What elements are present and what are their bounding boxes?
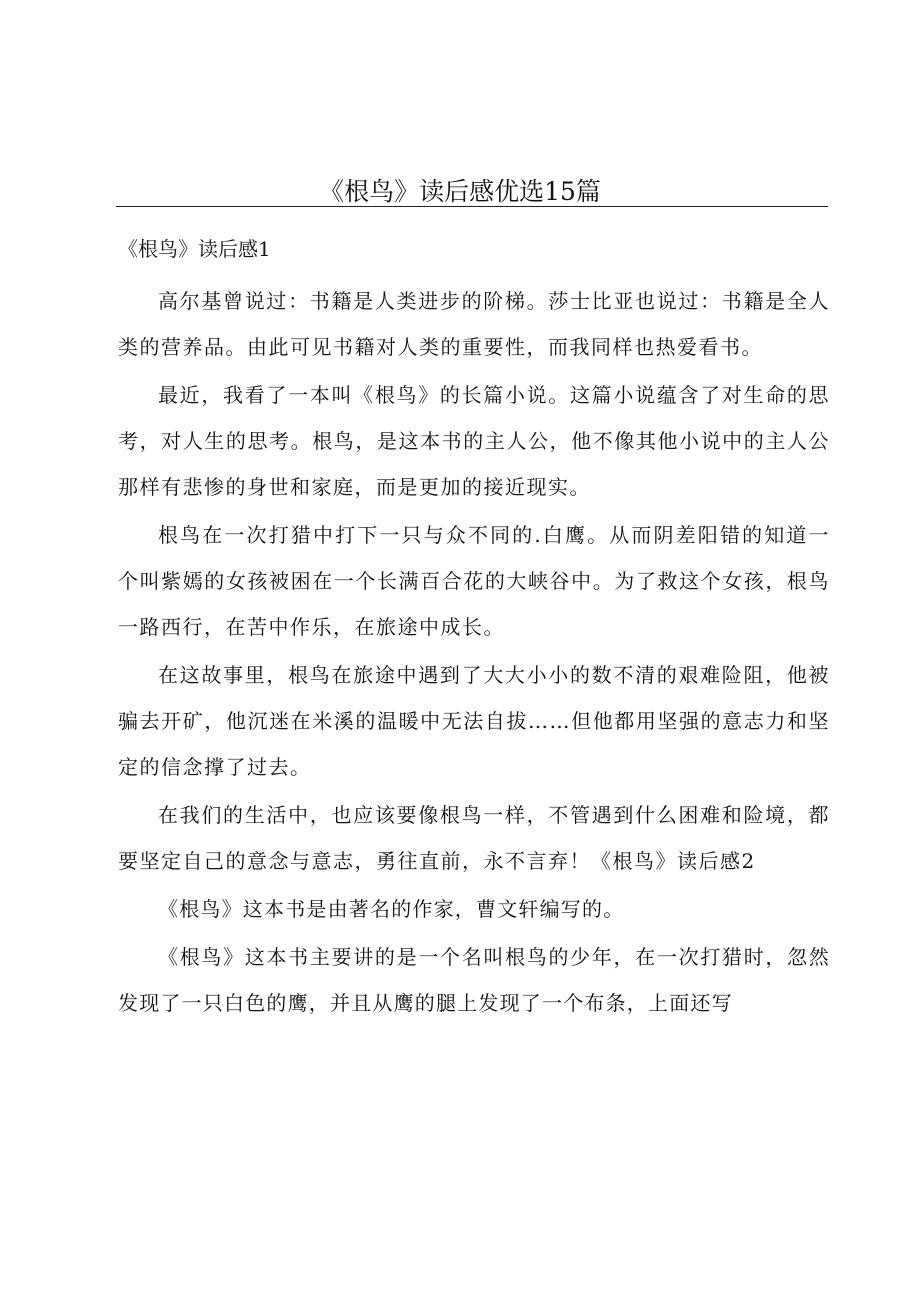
paragraph-1: 高尔基曾说过：书籍是人类进步的阶梯。莎士比亚也说过：书籍是全人类的营养品。由此可见书籍对人类的重要性，而我同样也热爱看书。 [118, 289, 830, 359]
paragraph-4: 在这故事里，根鸟在旅途中遇到了大大小小的数不清的艰难险阻，他被骗去开矿，他沉迷在米溪的温暖中无法自拔……但他都用坚强的意志力和坚定的信念撑了过去。 [118, 663, 830, 779]
paragraph-7: 《根鸟》这本书主要讲的是一个名叫根鸟的少年，在一次打猎时，忽然发现了一只白色的鹰，并且从鹰的腿上发现了一个布条，上面还写 [118, 945, 830, 1015]
paragraph-5: 在我们的生活中，也应该要像根鸟一样，不管遇到什么困难和险境，都要坚定自己的意念与意志，勇往直前，永不言弃！《根鸟》读后感2 [118, 803, 830, 873]
document-body [118, 222, 830, 1028]
section-heading: 《根鸟》读后感1 [118, 237, 271, 261]
paragraph-6: 《根鸟》这本书是由著名的作家，曹文轩编写的。 [158, 897, 625, 921]
paragraph-2: 最近，我看了一本叫《根鸟》的长篇小说。这篇小说蕴含了对生命的思考，对人生的思考。根鸟，是这本书的主人公，他不像其他小说中的主人公那样有悲惨的身世和家庭，而是更加的接近现实。 [118, 383, 830, 499]
title-underline [116, 206, 828, 207]
paragraph-3: 根鸟在一次打猎中打下一只与众不同的.白鹰。从而阴差阳错的知道一个叫紫嫣的女孩被困在一个长满百合花的大峡谷中。为了救这个女孩，根鸟一路西行，在苦中作乐，在旅途中成长。 [118, 523, 830, 639]
page-title: 《根鸟》读后感优选15篇 [319, 177, 601, 206]
